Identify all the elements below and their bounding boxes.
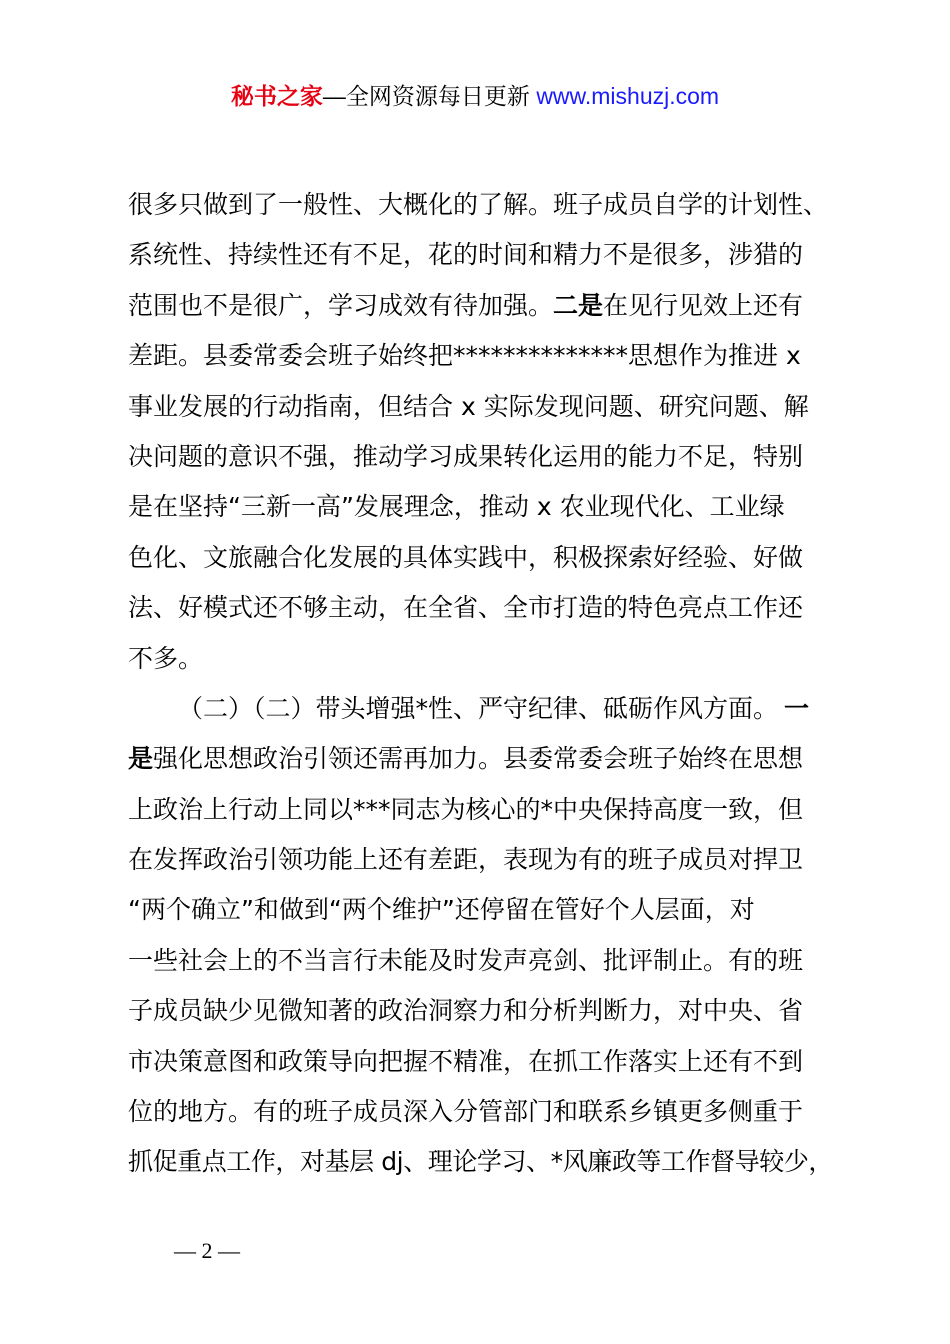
text-line bbox=[128, 1037, 833, 1087]
text-segment: 一些社会上的不当言行未能及时发声亮剑、批评制止。有的班 bbox=[128, 945, 804, 975]
emphasis-ordinal: 一 bbox=[784, 693, 810, 723]
emphasis-ordinal: 是 bbox=[128, 744, 154, 774]
text-segment: 很多只做到了一般性、大概化的了解。班子成员自学的计划性、 bbox=[128, 190, 829, 219]
text-segment: “两个确立”和做到“两个维护”还停留在管好个人层面，对 bbox=[128, 895, 755, 925]
text-segment: 事业发展的行动指南，但结合 x 实际发现问题、研究问题、解 bbox=[128, 391, 809, 421]
text-line bbox=[128, 835, 833, 885]
text-line bbox=[128, 986, 833, 1036]
text-line bbox=[128, 533, 833, 583]
text-segment: 子成员缺少见微知著的政治洞察力和分析判断力，对中央、省 bbox=[128, 996, 804, 1026]
text-line bbox=[128, 936, 833, 986]
text-segment: 系统性、持续性还有不足，花的时间和精力不是很多，涉猎的 bbox=[128, 240, 804, 270]
text-line bbox=[128, 482, 833, 532]
section-heading: （二）（二）带头增强*性、严守纪律、砥砺作风方面。 bbox=[178, 693, 779, 723]
text-line bbox=[128, 684, 833, 734]
text-segment: 市决策意图和政策导向把握不精准，在抓工作落实上还有不到 bbox=[128, 1046, 804, 1076]
text-line bbox=[128, 432, 833, 482]
brand-name: 秘书之家 bbox=[230, 83, 323, 109]
site-url-link[interactable]: www.mishuzj.com bbox=[536, 83, 720, 109]
emphasis-ordinal: 二是 bbox=[553, 290, 604, 320]
text-line bbox=[128, 785, 833, 835]
text-segment: 强化思想政治引领还需再加力。县委常委会班子始终在思想 bbox=[153, 744, 804, 774]
text-line bbox=[128, 1137, 833, 1187]
text-line bbox=[128, 281, 833, 331]
site-header bbox=[0, 80, 950, 112]
text-line bbox=[128, 634, 833, 684]
text-segment: 是在坚持“三新一高”发展理念，推动 x 农业现代化、工业绿 bbox=[128, 492, 785, 522]
text-segment: 法、好模式还不够主动，在全省、全市打造的特色亮点工作还 bbox=[128, 593, 804, 623]
text-line bbox=[128, 180, 833, 230]
text-line bbox=[128, 1087, 833, 1137]
text-segment: 在发挥政治引领功能上还有差距，表现为有的班子成员对捍卫 bbox=[128, 845, 804, 875]
text-segment: 色化、文旅融合化发展的具体实践中，积极探索好经验、好做 bbox=[128, 542, 804, 572]
text-line bbox=[128, 734, 833, 784]
text-line bbox=[128, 583, 833, 633]
text-line bbox=[128, 331, 833, 381]
text-line bbox=[128, 885, 833, 935]
text-segment: 不多。 bbox=[128, 643, 204, 673]
text-line bbox=[128, 230, 833, 280]
text-segment: 位的地方。有的班子成员深入分管部门和联系乡镇更多侧重于 bbox=[128, 1097, 804, 1127]
text-segment: 决问题的意识不强，推动学习成果转化运用的能力不足，特别 bbox=[128, 441, 804, 471]
text-segment: 上政治上行动上同以***同志为核心的*中央保持高度一致，但 bbox=[128, 794, 804, 824]
page-number: — 2 — bbox=[174, 1238, 240, 1263]
text-segment: 差距。县委常委会班子始终把**************思想作为推进 x bbox=[128, 341, 801, 371]
document-body bbox=[128, 180, 833, 1188]
tagline: —全网资源每日更新 bbox=[322, 83, 537, 109]
text-segment: 在见行见效上还有 bbox=[603, 290, 804, 320]
text-segment: 抓促重点工作，对基层 dj、理论学习、*风廉政等工作督导较少， bbox=[128, 1147, 833, 1177]
text-segment: 范围也不是很广，学习成效有待加强。 bbox=[128, 290, 554, 320]
text-line bbox=[128, 382, 833, 432]
